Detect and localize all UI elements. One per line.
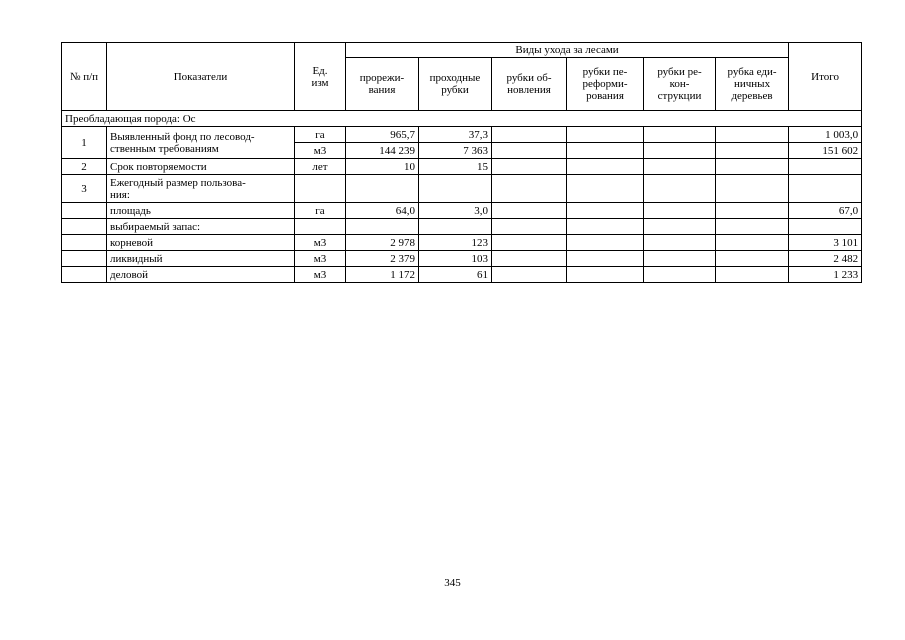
cell-total: 1 233 <box>789 267 862 283</box>
cell-thinning: 2 379 <box>346 251 419 267</box>
row-name: деловой <box>107 267 295 283</box>
cell-total <box>789 175 862 203</box>
cell-thinning: 2 978 <box>346 235 419 251</box>
row-num <box>62 251 107 267</box>
row-name: ликвидный <box>107 251 295 267</box>
header-unit: Ед. изм <box>295 43 346 111</box>
row-name: корневой <box>107 235 295 251</box>
header-renewal-cutting: рубки об- новления <box>492 58 567 111</box>
table-row <box>62 251 862 267</box>
cell-passage: 15 <box>419 159 492 175</box>
cell-single-tree <box>716 127 789 143</box>
cell-reconstruction <box>644 219 716 235</box>
cell-passage: 123 <box>419 235 492 251</box>
row-num <box>62 267 107 283</box>
header-single-tree-cutting: рубка еди- ничных деревьев <box>716 58 789 111</box>
cell-renewal <box>492 235 567 251</box>
row-name: Выявленный фонд по лесовод- ственным требованиям <box>107 127 295 159</box>
row-unit: лет <box>295 159 346 175</box>
cell-thinning: 64,0 <box>346 203 419 219</box>
cell-reconstruction <box>644 175 716 203</box>
cell-reconstruction <box>644 203 716 219</box>
cell-reforming <box>567 175 644 203</box>
cell-total <box>789 159 862 175</box>
cell-reforming <box>567 127 644 143</box>
row-unit <box>295 175 346 203</box>
cell-reconstruction <box>644 159 716 175</box>
header-indicator: Показатели <box>107 43 295 111</box>
cell-renewal <box>492 203 567 219</box>
row-name: Срок повторяемости <box>107 159 295 175</box>
cell-passage: 103 <box>419 251 492 267</box>
header-passage-cutting: проходные рубки <box>419 58 492 111</box>
cell-reforming <box>567 159 644 175</box>
cell-reconstruction <box>644 251 716 267</box>
cell-reconstruction <box>644 235 716 251</box>
cell-thinning <box>346 175 419 203</box>
cell-thinning: 10 <box>346 159 419 175</box>
cell-thinning: 965,7 <box>346 127 419 143</box>
cell-single-tree <box>716 175 789 203</box>
row-name: Ежегодный размер пользова- ния: <box>107 175 295 203</box>
cell-passage <box>419 175 492 203</box>
cell-thinning: 1 172 <box>346 267 419 283</box>
cell-reconstruction <box>644 143 716 159</box>
cell-thinning: 144 239 <box>346 143 419 159</box>
table-row <box>62 235 862 251</box>
cell-single-tree <box>716 219 789 235</box>
row-num <box>62 219 107 235</box>
table-row <box>62 219 862 235</box>
header-care-types: Виды ухода за лесами <box>346 43 789 58</box>
row-num <box>62 235 107 251</box>
cell-renewal <box>492 127 567 143</box>
table-row <box>62 159 862 175</box>
cell-total <box>789 219 862 235</box>
row-unit: м3 <box>295 251 346 267</box>
cell-single-tree <box>716 203 789 219</box>
row-num: 3 <box>62 175 107 203</box>
row-num: 2 <box>62 159 107 175</box>
cell-renewal <box>492 143 567 159</box>
cell-passage <box>419 219 492 235</box>
header-thinning: прорежи- вания <box>346 58 419 111</box>
row-unit: м3 <box>295 143 346 159</box>
row-num: 1 <box>62 127 107 159</box>
section-title: Преобладающая порода: Ос <box>62 111 862 127</box>
header-num: № п/п <box>62 43 107 111</box>
cell-reforming <box>567 219 644 235</box>
header-total: Итого <box>789 43 862 111</box>
cell-passage: 37,3 <box>419 127 492 143</box>
cell-renewal <box>492 219 567 235</box>
cell-total: 3 101 <box>789 235 862 251</box>
cell-reforming <box>567 203 644 219</box>
cell-total: 1 003,0 <box>789 127 862 143</box>
row-name: площадь <box>107 203 295 219</box>
cell-single-tree <box>716 267 789 283</box>
cell-renewal <box>492 267 567 283</box>
cell-renewal <box>492 175 567 203</box>
cell-single-tree <box>716 159 789 175</box>
cell-total: 151 602 <box>789 143 862 159</box>
header-reforming-cutting: рубки пе- реформи- рования <box>567 58 644 111</box>
table-row <box>62 267 862 283</box>
cell-renewal <box>492 159 567 175</box>
row-unit: га <box>295 203 346 219</box>
cell-single-tree <box>716 235 789 251</box>
row-unit: га <box>295 127 346 143</box>
cell-single-tree <box>716 251 789 267</box>
cell-single-tree <box>716 143 789 159</box>
row-num <box>62 203 107 219</box>
row-unit: м3 <box>295 235 346 251</box>
cell-passage: 7 363 <box>419 143 492 159</box>
cell-reforming <box>567 267 644 283</box>
table-row <box>62 203 862 219</box>
cell-renewal <box>492 251 567 267</box>
cell-total: 2 482 <box>789 251 862 267</box>
cell-reconstruction <box>644 267 716 283</box>
cell-total: 67,0 <box>789 203 862 219</box>
row-unit: м3 <box>295 267 346 283</box>
cell-passage: 61 <box>419 267 492 283</box>
cell-reforming <box>567 251 644 267</box>
cell-reforming <box>567 235 644 251</box>
header-reconstruction-cutting: рубки ре- кон- струкции <box>644 58 716 111</box>
cell-thinning <box>346 219 419 235</box>
cell-reconstruction <box>644 127 716 143</box>
row-name: выбираемый запас: <box>107 219 295 235</box>
cell-reforming <box>567 143 644 159</box>
forest-care-table <box>61 42 862 283</box>
page-number: 345 <box>444 577 461 589</box>
table-row <box>62 127 862 143</box>
table-row <box>62 175 862 203</box>
cell-passage: 3,0 <box>419 203 492 219</box>
row-unit <box>295 219 346 235</box>
